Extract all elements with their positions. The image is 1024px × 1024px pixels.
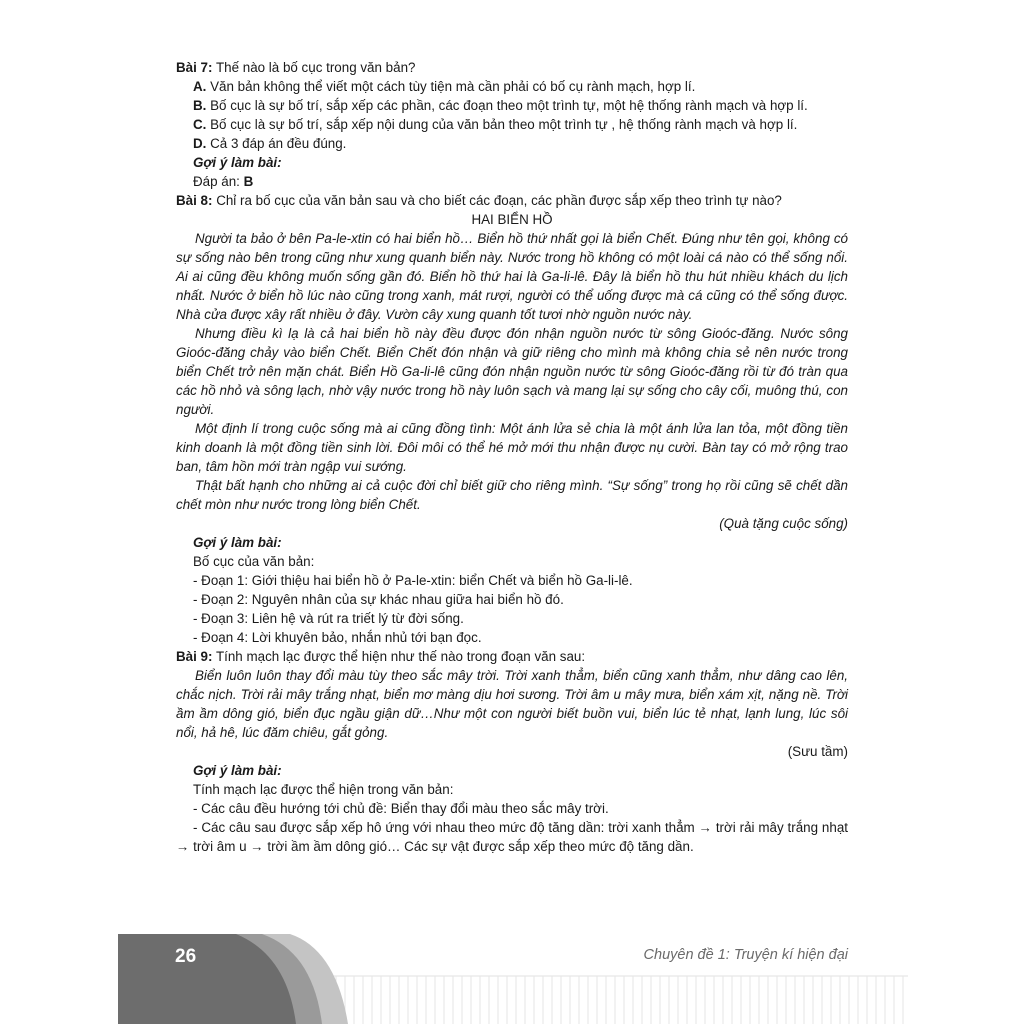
bai7-answer: [176, 172, 848, 191]
bai9-source: (Sưu tầm): [787, 744, 848, 759]
bai8-answer-intro: Bố cục của văn bản:: [193, 554, 315, 569]
bai7-option-b: [176, 96, 848, 115]
page-number: 26: [175, 946, 197, 967]
option-text: Văn bản không thể viết một cách tùy tiện mà cần phải có bố cụ rành mạch, hợp lí.: [206, 79, 696, 94]
bai7-option-d: [176, 134, 848, 153]
option-letter: A.: [193, 79, 207, 94]
answer-prefix: Đáp án:: [193, 174, 244, 189]
page-footer: [0, 934, 1024, 1024]
bai8-question: [176, 191, 848, 210]
option-text: Bố cục là sự bố trí, sắp xếp nội dung của văn bản theo một trình tự , hệ thống rành mạch và hợp lí.: [206, 117, 798, 132]
bai9-question-text: Tính mạch lạc được thể hiện như thế nào trong đoạn văn sau:: [212, 649, 586, 664]
bai9-question: [176, 647, 848, 666]
bai7-question-text: Thế nào là bố cục trong văn bản?: [212, 60, 416, 75]
passage-title: HAI BIỂN HỒ: [471, 212, 553, 227]
bai8-question-text: Chỉ ra bố cục của văn bản sau và cho biết các đoạn, các phần được sắp xếp theo trình tự nào?: [212, 193, 782, 208]
bai8-passage-paragraph-1: Người ta bảo ở bên Pa-le-xtin có hai biển hồ… Biển hồ thứ nhất gọi là biển Chết. Đúng như tên gọi, không có sự sống nào bên trong cũng như xung quanh biển này. Nước trong hồ không có một loài cá nào có thể sống nổi. Ai ai cũng đều không muốn sống gần đó. Biển hồ thứ hai là Ga-li-lê. Đây là biển hồ thu hút nhiều khách du lịch nhất. Nước ở biển hồ lúc nào cũng trong xanh, mát rượi, người có thể uống được mà cá cũng có thể sống được. Nhà cửa được xây rất nhiều ở đây. Vườn cây xung quanh tốt tươi nhờ nguồn nước này.: [176, 231, 848, 322]
bai8-label: Bài 8:: [176, 193, 213, 208]
bai8-answer-item: - Đoạn 2: Nguyên nhân của sự khác nhau giữa hai biển hồ đó.: [193, 592, 564, 607]
option-text: Cả 3 đáp án đều đúng.: [206, 136, 347, 151]
bai9-label: Bài 9:: [176, 649, 213, 664]
bai9-passage: Biển luôn luôn thay đổi màu tùy theo sắc mây trời. Trời xanh thẳm, biển cũng xanh thẳm, như dâng cao lên, chắc nịch. Trời rải mây trắng nhạt, biển mơ màng dịu hơi sương. Trời âm u mây mưa, biển xám xịt, nặng nề. Trời ầm ầm dông gió, biển đục ngầu giận dữ…Như một con người biết buồn vui, biển lúc tẻ nhạt, lạnh lung, lúc sôi nổi, hả hê, lúc đăm chiêu, gắt gỏng.: [176, 668, 848, 740]
bai8-answer-item: - Đoạn 4: Lời khuyên bảo, nhắn nhủ tới bạn đọc.: [193, 630, 482, 645]
bai9-hint-label: Gợi ý làm bài:: [193, 763, 282, 778]
option-letter: B.: [193, 98, 207, 113]
bai8-passage-paragraph-2: Nhưng điều kì lạ là cả hai biển hồ này đều được đón nhận nguồn nước từ sông Gioóc-đăng. Nước sông Gioóc-đăng chảy vào biển Chết. Biển Chết đón nhận và giữ riêng cho mình mà không chia sẻ nên nước trong biển Chết trở nên mặn chát. Biển Hồ Ga-li-lê cũng đón nhận nguồn nước từ sông Gioóc-đăng rồi từ đó tràn qua các hồ nhỏ và sông lạch, nhờ vậy nước trong hồ này luôn sạch và mang lại sự sống cho cây cối, muông thú, con người.: [176, 326, 848, 417]
chapter-title: Chuyên đề 1: Truyện kí hiện đại: [643, 947, 848, 963]
bai9-answer-intro: Tính mạch lạc được thể hiện trong văn bản:: [193, 782, 454, 797]
bai8-passage-paragraph-3: Một định lí trong cuộc sống mà ai cũng đồng tình: Một ánh lửa sẻ chia là một ánh lửa lan tỏa, một đồng tiền kinh doanh là một đồng tiền sinh lời. Đôi môi có thể hé mở mới thu nhận được nụ cười. Bàn tay có mở rộng trao ban, tâm hồn mới tràn ngập vui sướng.: [176, 421, 848, 474]
bai8-source: (Quà tặng cuộc sống): [719, 516, 848, 531]
bai8-answer-item: - Đoạn 1: Giới thiệu hai biển hồ ở Pa-le-xtin: biển Chết và biển hồ Ga-li-lê.: [193, 573, 633, 588]
bai7-option-c: [176, 115, 848, 134]
option-letter: D.: [193, 136, 207, 151]
option-text: Bố cục là sự bố trí, sắp xếp các phần, các đoạn theo một trình tự, một hệ thống rành mạch và hợp lí.: [206, 98, 808, 113]
bai8-passage-paragraph-4: Thật bất hạnh cho những ai cả cuộc đời chỉ biết giữ cho riêng mình. “Sự sống” trong họ rồi cũng sẽ chết dần chết mòn như nước trong lòng biển Chết.: [176, 478, 848, 512]
page-content: [176, 58, 848, 856]
bai7-question: [176, 58, 848, 77]
bai9-answer-item: - Các câu đều hướng tới chủ đề: Biển thay đổi màu theo sắc mây trời.: [193, 801, 609, 816]
footer-stripe-pattern: [300, 976, 903, 1024]
bai9-answer-item: - Các câu sau được sắp xếp hô ứng với nhau theo mức độ tăng dần: trời xanh thẳm → trời rải mây trắng nhạt → trời âm u → trời ầm ầm dông gió… Các sự vật được sắp xếp theo mức độ tăng dần.: [176, 820, 848, 854]
bai7-option-a: [176, 77, 848, 96]
answer-value: B: [243, 174, 254, 189]
bai8-hint-label: Gợi ý làm bài:: [193, 535, 282, 550]
bai7-label: Bài 7:: [176, 60, 213, 75]
bai7-hint-label: Gợi ý làm bài:: [193, 155, 282, 170]
bai8-answer-item: - Đoạn 3: Liên hệ và rút ra triết lý từ đời sống.: [193, 611, 464, 626]
option-letter: C.: [193, 117, 207, 132]
footer-decoration: [0, 934, 1024, 1024]
